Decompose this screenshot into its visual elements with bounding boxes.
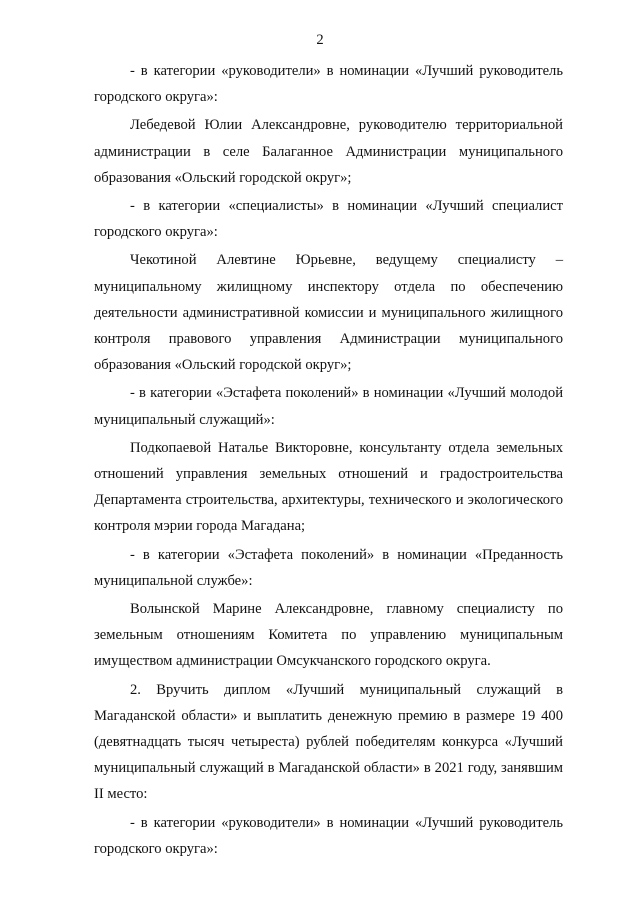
paragraph-winner-volynskaya: Волынской Марине Александровне, главному специалисту по земельным отношениям Комитета по управлению муниципальным имуществом администрации Омсукчанского городского округа. xyxy=(94,601,563,670)
paragraph-winner-podkopaeva: Подкопаевой Наталье Викторовне, консультанту отдела земельных отношений управления земельных отношений и градостроительства Департамента строительства, архитектуры, технического и экологического контроля мэрии города Магадана; xyxy=(94,439,563,535)
paragraph-winner-lebedeva: Лебедевой Юлии Александровне, руководителю территориальной администрации в селе Балаганное Администрации муниципального образования «Ольский городской округ»; xyxy=(94,117,563,186)
paragraph-category-relay-young: - в категории «Эстафета поколений» в номинации «Лучший молодой муниципальный служащий»: xyxy=(94,385,563,428)
paragraph-category-leaders: - в категории «руководители» в номинации «Лучший руководитель городского округа»: xyxy=(94,63,563,106)
paragraph-winner-chekotina: Чекотиной Алевтине Юрьевне, ведущему специалисту – муниципальному жилищному инспектору отдела по обеспечению деятельности административной комиссии и муниципального жилищного контроля правового управления Администрации муниципального образования «Ольский городской округ»; xyxy=(94,252,563,374)
paragraph-item-2-award: 2. Вручить диплом «Лучший муниципальный служащий в Магаданской области» и выплатить денежную премию в размере 19 400 (девятнадцать тысяч четыреста) рублей победителям конкурса «Лучший муниципальный служащий в Магаданской области» в 2021 году, занявшим II место: xyxy=(94,681,563,803)
paragraph-category-relay-devotion: - в категории «Эстафета поколений» в номинации «Преданность муниципальной службе»: xyxy=(94,546,563,589)
paragraph-category-specialists: - в категории «специалисты» в номинации «Лучший специалист городского округа»: xyxy=(94,198,563,241)
document-body xyxy=(94,58,563,862)
paragraph-category-leaders-second: - в категории «руководители» в номинации «Лучший руководитель городского округа»: xyxy=(94,814,563,857)
page-number: 2 xyxy=(316,32,324,48)
